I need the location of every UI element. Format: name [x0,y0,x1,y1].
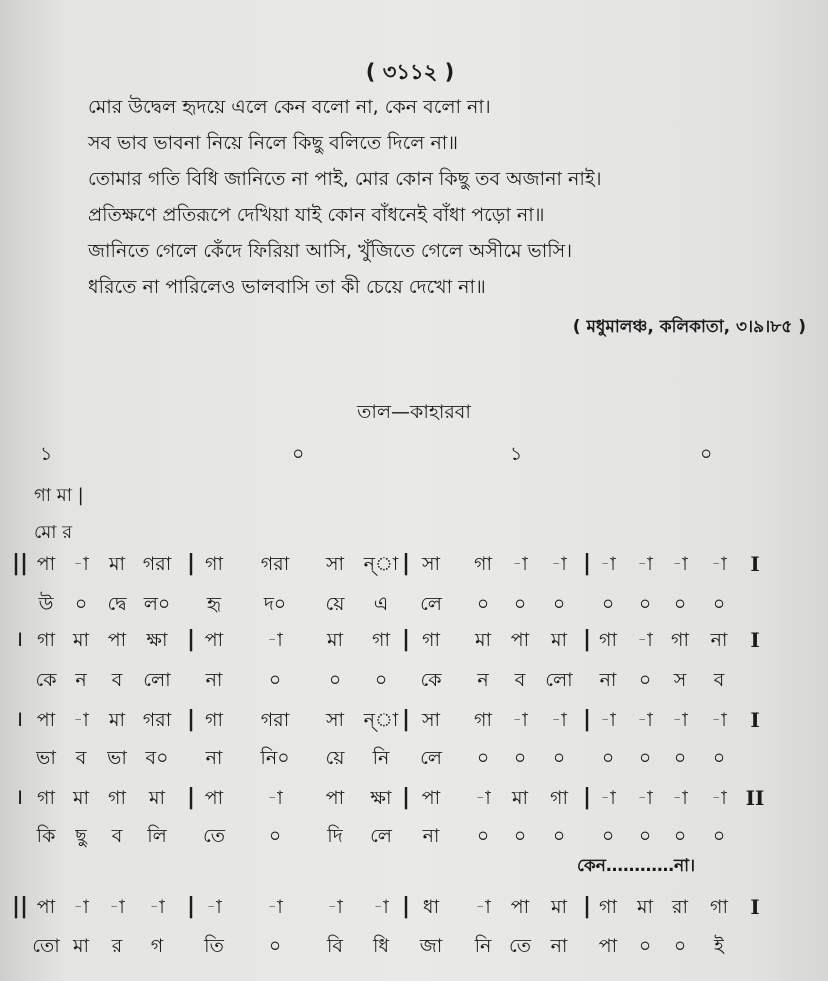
note-cell: -া [551,709,567,731]
note-cell: -া [551,553,567,575]
note-cell: না [710,629,728,651]
note-cell: -া [637,709,653,731]
notation-row-words [0,744,828,774]
bar-line: | [186,894,196,919]
note-cell: গা [205,709,223,731]
note-cell: মা [108,553,126,575]
source-citation: ( মধুমালঞ্চ, কলিকাতা, ৩।৯।৮৫ ) [572,317,806,337]
syllable-cell: দি [327,825,343,847]
note-cell: সা [325,553,345,575]
note-cell: গা [710,896,728,918]
note-cell: -া [475,896,491,918]
syllable-cell: লে [420,593,442,615]
syllable-cell: ০ [476,747,490,769]
note-cell: মা [636,896,654,918]
note-cell: -া [267,896,283,918]
syllable-cell: ছু [75,825,87,847]
bar-line: | [401,894,411,919]
notation-row-notes [0,550,828,580]
syllable-cell: না [205,747,223,769]
syllable-cell: ০ [552,593,566,615]
notation-row-words [0,666,828,696]
note-cell: -া [373,896,389,918]
refrain-marker: কেন…………না। [577,856,696,876]
note-cell: গা [550,787,568,809]
note-cell: -া [672,709,688,731]
syllable-cell: ০ [638,935,652,957]
note-cell: গা [37,787,55,809]
note-cell: মা [550,629,568,651]
note-cell: -া [149,896,165,918]
pickup-notes: গা মা | [34,485,84,506]
syllable-cell: উ [38,593,54,615]
note-cell: -া [109,896,125,918]
note-cell: পা [36,709,56,731]
syllable-cell: ০ [601,747,615,769]
syllable-cell: ০ [712,825,726,847]
note-cell: ক্ষা [370,787,392,809]
note-cell: মা [511,787,529,809]
bar-line: || [11,894,29,919]
note-cell: -া [327,896,343,918]
syllable-cell: ধি [372,935,390,957]
syllable-cell: ০ [513,747,527,769]
note-cell: গরা [142,553,172,575]
note-cell: -া [267,787,283,809]
notation-row-notes [0,626,828,656]
note-cell: পা [325,787,345,809]
syllable-cell: ০ [712,593,726,615]
note-cell: গরা [142,709,172,731]
syllable-cell: ভা [107,747,127,769]
note-cell: -া [206,896,222,918]
syllable-cell: কে [35,669,57,691]
syllable-cell: ন [477,669,489,691]
bar-line: | [186,627,196,652]
syllable-cell: ব [75,747,87,769]
note-cell: -া [267,629,283,651]
note-cell: সা [421,709,441,731]
syllable-cell: না [205,669,223,691]
syllable-cell: ব [111,825,123,847]
syllable-cell: নি [474,935,492,957]
line-end-mark: I [750,708,760,732]
note-cell: -া [73,709,89,731]
note-cell: মা [326,629,344,651]
bar-line: || [11,551,29,576]
notation-row-words [0,590,828,620]
syllable-cell: ০ [476,825,490,847]
syllable-cell: জা [419,935,443,957]
syllable-cell: ০ [673,935,687,957]
syllable-cell: ০ [552,825,566,847]
syllable-cell: মা [72,935,90,957]
syllable-cell: স [673,669,687,691]
note-cell: ন্‌া [363,709,399,731]
syllable-cell: র [111,935,123,957]
syllable-cell: ০ [268,825,282,847]
note-cell: গা [599,896,617,918]
bar-line: | [582,627,592,652]
syllable-cell: ০ [638,747,652,769]
note-cell: -া [711,709,727,731]
taal-heading: তাল—কাহারবা [357,401,471,423]
note-cell: গরা [260,709,290,731]
beat-mark: ০ [292,443,305,465]
note-cell: পা [36,896,56,918]
syllable-cell: ০ [673,825,687,847]
note-cell: -া [600,709,616,731]
note-cell: I [17,709,23,731]
syllable-cell: কে [420,669,442,691]
note-cell: গা [474,709,492,731]
lyric-line: তোমার গতি বিধি জানিতে না পাই, মোর কোন কিছু তব অজানা নাই। [88,168,602,190]
syllable-cell: দ্বে [107,593,127,615]
note-cell: মা [148,787,166,809]
syllable-cell: ০ [601,593,615,615]
note-cell: I [17,629,23,651]
lyric-line: ধরিতে না পারিলেও ভালবাসি তা কী চেয়ে দেখো না॥ [88,276,486,298]
bar-line: | [401,707,411,732]
syllable-cell: দ০ [263,593,287,615]
syllable-cell: ব [111,669,123,691]
note-cell: পা [510,896,530,918]
syllable-cell: লো [143,669,171,691]
syllable-cell: না [599,669,617,691]
note-cell: পা [107,629,127,651]
note-cell: -া [637,629,653,651]
bar-line: | [582,707,592,732]
syllable-cell: কি [36,825,56,847]
syllable-cell: ০ [638,825,652,847]
note-cell: গা [599,629,617,651]
syllable-cell: ০ [328,669,342,691]
lyric-line: মোর উদ্বেল হৃদয়ে এলে কেন বলো না, কেন বলো না। [88,96,491,118]
note-cell: -া [512,553,528,575]
note-cell: গা [671,629,689,651]
syllable-cell: লি [147,825,167,847]
bar-line: | [582,894,592,919]
note-cell: পা [204,787,224,809]
syllable-cell: ০ [601,825,615,847]
note-cell: পা [510,629,530,651]
notation-row-words [0,932,828,962]
line-end-mark: I [750,552,760,576]
syllable-cell: এ [373,593,389,615]
lyric-line: প্রতিক্ষণে প্রতিরূপে দেখিয়া যাই কোন বাঁধনেই বাঁধা পড়ো না॥ [88,204,545,226]
notation-row-notes [0,784,828,814]
note-cell: রা [672,896,688,918]
syllable-cell: ০ [673,747,687,769]
line-end-mark: I [750,628,760,652]
bar-line: | [582,551,592,576]
bar-line: | [401,785,411,810]
syllable-cell: ০ [268,669,282,691]
syllable-cell: ব [514,669,526,691]
syllable-cell: গ [150,935,164,957]
bar-line: | [186,785,196,810]
syllable-cell: লে [420,747,442,769]
syllable-cell: ০ [712,747,726,769]
syllable-cell: য়ে [325,593,345,615]
syllable-cell: ০ [552,747,566,769]
syllable-cell: ০ [513,825,527,847]
note-cell: পা [421,787,441,809]
syllable-cell: ০ [476,593,490,615]
syllable-cell: তি [204,935,224,957]
syllable-cell: নি [372,747,390,769]
syllable-cell: না [550,935,568,957]
note-cell: গরা [260,553,290,575]
beat-mark: ১ [40,443,53,465]
note-cell: সা [421,553,441,575]
syllable-cell: হৃ [206,593,222,615]
syllable-cell: ০ [374,669,388,691]
bar-line: | [186,707,196,732]
line-end-mark: II [745,786,765,810]
note-cell: ন্‌া [363,553,399,575]
syllable-cell: ০ [638,593,652,615]
note-cell: -া [600,553,616,575]
note-cell: মা [550,896,568,918]
notation-row-notes [0,893,828,923]
syllable-cell: তে [509,935,531,957]
note-cell: গা [372,629,390,651]
bar-line: | [186,551,196,576]
note-cell: -া [637,553,653,575]
syllable-cell: ব০ [145,747,169,769]
note-cell: -া [73,896,89,918]
syllable-cell: লো [545,669,573,691]
note-cell: গা [205,553,223,575]
note-cell: মা [72,787,90,809]
beat-mark: ১ [510,443,523,465]
syllable-cell: ল০ [143,593,171,615]
song-number: ( ৩১১২ ) [365,60,455,84]
syllable-cell: ০ [638,669,652,691]
note-cell: গা [422,629,440,651]
note-cell: গা [37,629,55,651]
syllable-cell: বি [326,935,344,957]
note-cell: সা [325,709,345,731]
bar-line: | [401,627,411,652]
syllable-cell: ০ [673,593,687,615]
note-cell: -া [512,709,528,731]
note-cell: গা [108,787,126,809]
note-cell: মা [72,629,90,651]
notation-row-notes [0,706,828,736]
note-cell: ধা [422,896,440,918]
bar-line: | [582,785,592,810]
note-cell: -া [600,787,616,809]
syllable-cell: না [422,825,440,847]
syllable-cell: ভা [36,747,56,769]
note-cell: -া [73,553,89,575]
lyric-line: সব ভাব ভাবনা নিয়ে নিলে কিছু বলিতে দিলে না॥ [88,132,459,154]
notation-row-words [0,822,828,852]
note-cell: -া [475,787,491,809]
note-cell: ক্ষা [146,629,168,651]
note-cell: -া [672,787,688,809]
bar-line: | [401,551,411,576]
note-cell: -া [711,553,727,575]
note-cell: -া [711,787,727,809]
syllable-cell: ব [713,669,725,691]
syllable-cell: ই [714,935,724,957]
note-cell: পা [36,553,56,575]
syllable-cell: ০ [268,935,282,957]
syllable-cell: য়ে [325,747,345,769]
syllable-cell: তে [203,825,225,847]
note-cell: -া [637,787,653,809]
note-cell: পা [204,629,224,651]
pickup-words: মো র [34,522,73,543]
note-cell: -া [672,553,688,575]
line-end-mark: I [750,895,760,919]
note-cell: মা [474,629,492,651]
note-cell: মা [108,709,126,731]
note-cell: গা [474,553,492,575]
beat-mark: ০ [700,443,713,465]
syllable-cell: ০ [513,593,527,615]
syllable-cell: লে [370,825,392,847]
note-cell: I [17,787,23,809]
syllable-cell: ন [75,669,87,691]
syllable-cell: পা [598,935,618,957]
syllable-cell: তো [32,935,60,957]
syllable-cell: ০ [74,593,88,615]
lyric-line: জানিতে গেলে কেঁদে ফিরিয়া আসি, খুঁজিতে গেলে অসীমে ভাসি। [88,240,572,262]
syllable-cell: নি০ [260,747,290,769]
